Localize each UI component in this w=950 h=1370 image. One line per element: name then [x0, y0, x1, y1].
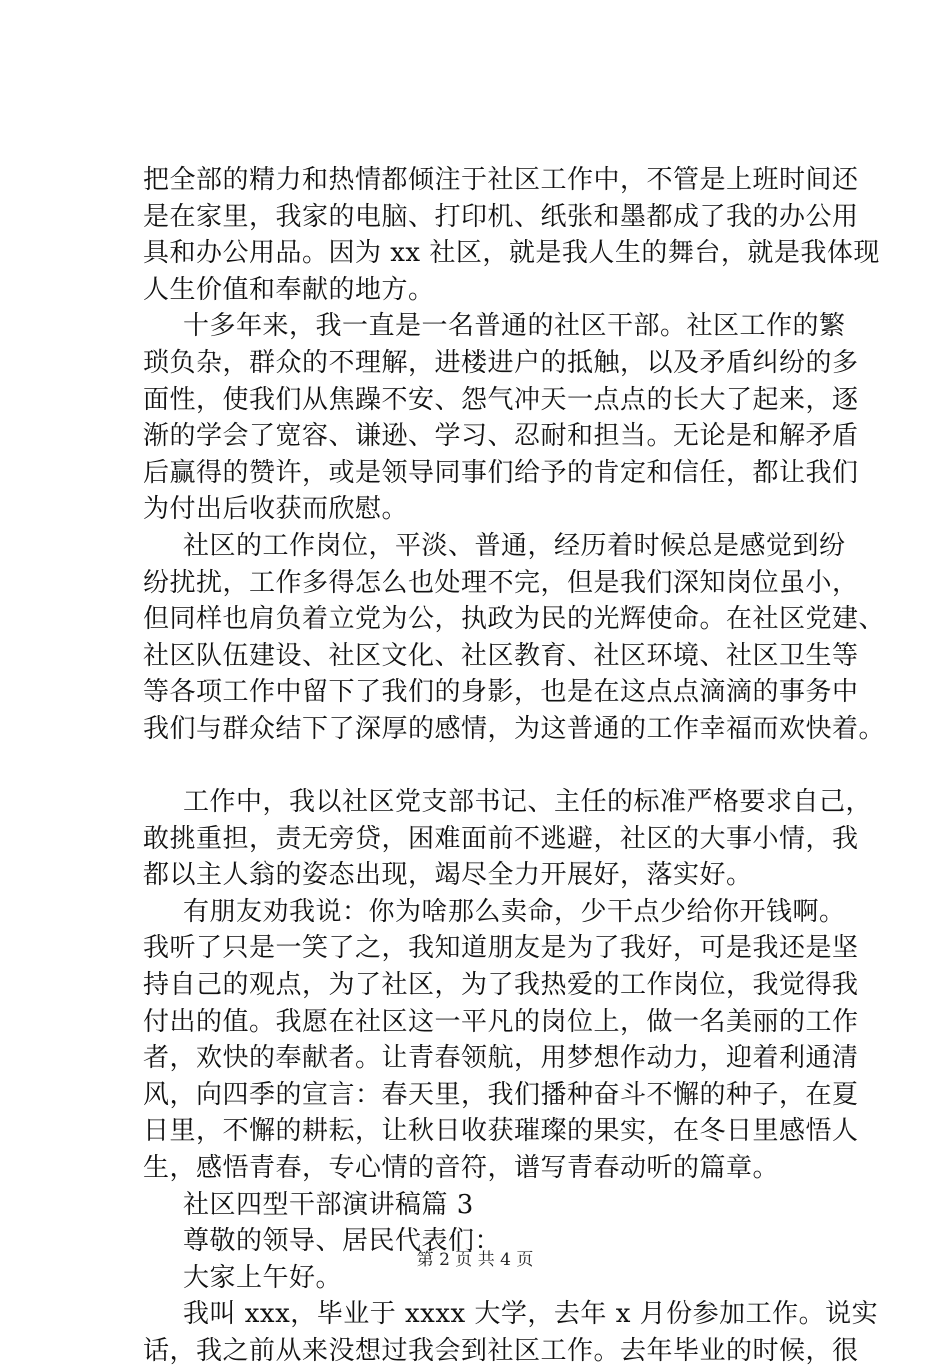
text-line: 我叫 xxx，毕业于 xxxx 大学，去年 x 月份参加工作。说实 [183, 1299, 879, 1330]
document-body [143, 162, 886, 1370]
text-line: 者，欢快的奉献者。让青春领航，用梦想作动力，迎着利通清 [143, 1043, 859, 1074]
text-line: 尊敬的领导、居民代表们： [183, 1226, 502, 1257]
text-line: 日里，不懈的耕耘，让秋日收获璀璨的果实，在冬日里感悟人 [143, 1116, 859, 1147]
text-line: 有朋友劝我说：你为啥那么卖命，少干点少给你开钱啊。 [183, 896, 846, 927]
page-footer: 第 2 页 共 4 页 [416, 1250, 534, 1270]
text-line: 付出的值。我愿在社区这一平凡的岗位上，做一名美丽的工作 [143, 1006, 859, 1037]
text-line: 琐负杂，群众的不理解，进楼进户的抵触，以及矛盾纠纷的多 [143, 347, 859, 378]
blank-line [143, 748, 831, 785]
text-line: 但同样也肩负着立党为公，执政为民的光辉使命。在社区党建、 [143, 604, 886, 635]
text-line: 为付出后收获而欣慰。 [143, 494, 409, 525]
text-line: 工作中，我以社区党支部书记、主任的标准严格要求自己， [183, 787, 873, 818]
text-line: 社区四型干部演讲稿篇 3 [183, 1189, 474, 1220]
text-line: 十多年来，我一直是一名普通的社区干部。社区工作的繁 [183, 311, 846, 342]
text-line: 持自己的观点，为了社区，为了我热爱的工作岗位，我觉得我 [143, 970, 859, 1001]
text-line: 等各项工作中留下了我们的身影，也是在这点点滴滴的事务中 [143, 677, 859, 708]
text-line: 话，我之前从来没想过我会到社区工作。去年毕业的时候，很 [143, 1336, 859, 1366]
text-line: 社区队伍建设、社区文化、社区教育、社区环境、社区卫生等 [143, 640, 859, 671]
text-line: 人生价值和奉献的地方。 [143, 274, 435, 305]
text-line: 都以主人翁的姿态出现，竭尽全力开展好，落实好。 [143, 860, 753, 891]
text-line: 我听了只是一笑了之，我知道朋友是为了我好，可是我还是坚 [143, 933, 859, 964]
text-line: 敢挑重担，责无旁贷，困难面前不逃避，社区的大事小情，我 [143, 823, 859, 854]
text-line: 大家上午好。 [183, 1262, 343, 1293]
text-line: 渐的学会了宽容、谦逊、学习、忍耐和担当。无论是和解矛盾 [143, 421, 859, 452]
text-line: 纷扰扰，工作多得怎么也处理不完，但是我们深知岗位虽小， [143, 567, 859, 598]
text-line: 面性，使我们从焦躁不安、怨气冲天一点点的长大了起来，逐 [143, 384, 859, 415]
text-line: 生，感悟青春，专心情的音符，谱写青春动听的篇章。 [143, 1153, 780, 1184]
text-line: 具和办公用品。因为 xx 社区，就是我人生的舞台，就是我体现 [143, 238, 880, 269]
text-line: 把全部的精力和热情都倾注于社区工作中，不管是上班时间还 [143, 165, 859, 195]
text-line: 风，向四季的宣言：春天里，我们播种奋斗不懈的种子，在夏 [143, 1079, 859, 1110]
text-line: 是在家里，我家的电脑、打印机、纸张和墨都成了我的办公用 [143, 201, 859, 232]
text-line: 我们与群众结下了深厚的感情，为这普通的工作幸福而欢快着。 [143, 713, 886, 744]
text-line: 社区的工作岗位，平淡、普通，经历着时候总是感觉到纷 [183, 530, 846, 561]
text-line: 后赢得的赞许，或是领导同事们给予的肯定和信任，都让我们 [143, 457, 859, 488]
